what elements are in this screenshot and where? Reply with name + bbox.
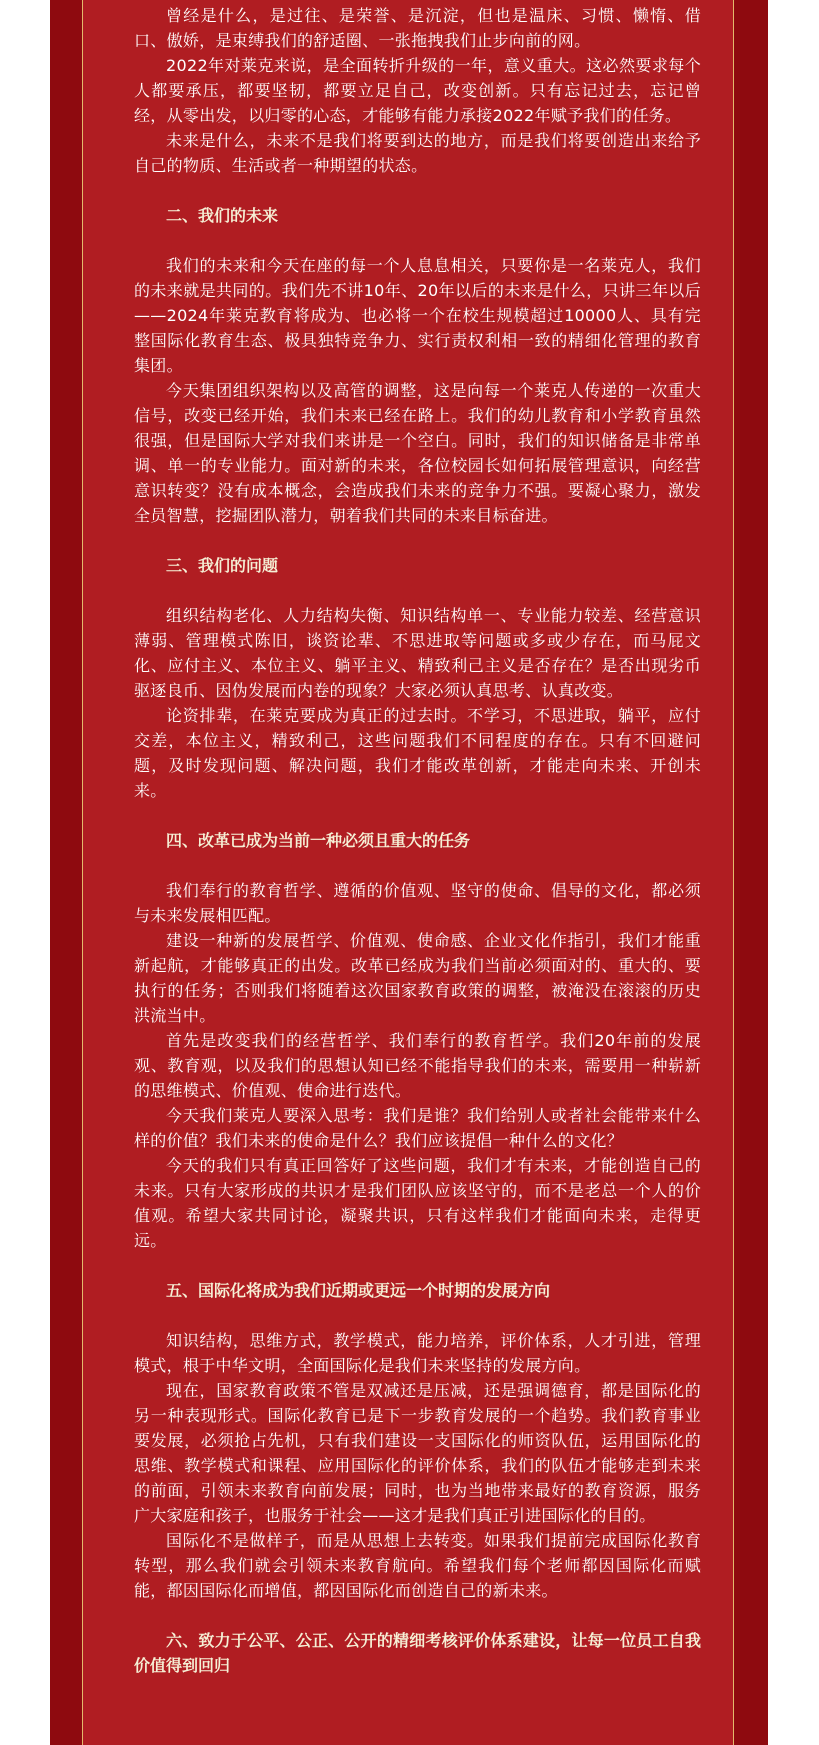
paragraph: 未来是什么，未来不是我们将要到达的地方，而是我们将要创造出来给予自己的物质、生活或者一种期望的状态。 [134,131,701,175]
spacer [134,803,701,828]
paragraph: 国际化不是做样子，而是从思想上去转变。如果我们提前完成国际化教育转型，那么我们就会引领未来教育航向。希望我们每个老师都因国际化而赋能，都因国际化而增值，都因国际化而创造自己的新未来。 [134,1531,701,1600]
paragraph: 我们奉行的教育哲学、遵循的价值观、坚守的使命、倡导的文化，都必须与未来发展相匹配。 [134,881,701,925]
outer-red-frame [50,0,768,1745]
section-heading-reform: 四、改革已成为当前一种必须且重大的任务 [166,831,471,850]
spacer [134,578,701,603]
paragraph: 论资排辈，在莱克要成为真正的过去时。不学习，不思进取，躺平，应付交差，本位主义，精致利己，这些问题我们不同程度的存在。只有不回避问题，及时发现问题、解决问题，我们才能改革创新，才能走向未来、开创未来。 [134,706,701,800]
section-heading-internationalization: 五、国际化将成为我们近期或更远一个时期的发展方向 [166,1281,551,1300]
section-heading-future: 二、我们的未来 [166,206,279,225]
paragraph: 今天集团组织架构以及高管的调整，这是向每一个莱克人传递的一次重大信号，改变已经开始，我们未来已经在路上。我们的幼儿教育和小学教育虽然很强，但是国际大学对我们来讲是一个空白。同时，我们的知识储备是非常单调、单一的专业能力。面对新的未来，各位校园长如何拓展管理意识，向经营意识转变？没有成本概念，会造成我们未来的竞争力不强。要凝心聚力，激发全员智慧，挖掘团队潜力，朝着我们共同的未来目标奋进。 [134,381,701,525]
paragraph: 今天的我们只有真正回答好了这些问题，我们才有未来，才能创造自己的未来。只有大家形成的共识才是我们团队应该坚守的，而不是老总一个人的价值观。希望大家共同讨论，凝聚共识，只有这样我们才能面向未来，走得更远。 [134,1156,701,1250]
spacer [134,853,701,878]
paragraph: 现在，国家教育政策不管是双减还是压减，还是强调德育，都是国际化的另一种表现形式。国际化教育已是下一步教育发展的一个趋势。我们教育事业要发展，必须抢占先机，只有我们建设一支国际化的师资队伍，运用国际化的思维、教学模式和课程、应用国际化的评价体系，我们的队伍才能够走到未来的前面，引领未来教育向前发展；同时，也为当地带来最好的教育资源，服务广大家庭和孩子，也服务于社会——这才是我们真正引进国际化的目的。 [134,1381,701,1525]
paragraph: 2022年对莱克来说，是全面转折升级的一年，意义重大。这必然要求每个人都要承压，都要坚韧，都要立足自己，改变创新。只有忘记过去，忘记曾经，从零出发，以归零的心态，才能够有能力承接2022年赋予我们的任务。 [134,56,701,125]
paragraph: 首先是改变我们的经营哲学、我们奉行的教育哲学。我们20年前的发展观、教育观，以及我们的思想认知已经不能指导我们的未来，需要用一种崭新的思维模式、价值观、使命进行迭代。 [134,1031,701,1100]
article-panel [82,0,734,1745]
spacer [134,1253,701,1278]
article-content [134,3,701,1678]
spacer [134,528,701,553]
paragraph: 曾经是什么，是过往、是荣誉、是沉淀，但也是温床、习惯、懒惰、借口、傲娇，是束缚我们的舒适圈、一张拖拽我们止步向前的网。 [134,6,701,50]
section-heading-problems: 三、我们的问题 [166,556,279,575]
paragraph: 知识结构，思维方式，教学模式，能力培养，评价体系，人才引进，管理模式，根于中华文明，全面国际化是我们未来坚持的发展方向。 [134,1331,701,1375]
paragraph: 组织结构老化、人力结构失衡、知识结构单一、专业能力较差、经营意识薄弱、管理模式陈旧，谈资论辈、不思进取等问题或多或少存在，而马屁文化、应付主义、本位主义、躺平主义、精致利己主义是否存在？是否出现劣币驱逐良币、因伪发展而内卷的现象？大家必须认真思考、认真改变。 [134,606,701,700]
spacer [134,1303,701,1328]
section-heading-evaluation: 六、致力于公平、公正、公开的精细考核评价体系建设，让每一位员工自我价值得到回归 [134,1631,701,1675]
paragraph: 建设一种新的发展哲学、价值观、使命感、企业文化作指引，我们才能重新起航，才能够真正的出发。改革已经成为我们当前必须面对的、重大的、要执行的任务；否则我们将随着这次国家教育政策的调整，被淹没在滚滚的历史洪流当中。 [134,931,701,1025]
spacer [134,178,701,203]
paragraph: 今天我们莱克人要深入思考：我们是谁？我们给别人或者社会能带来什么样的价值？我们未来的使命是什么？我们应该提倡一种什么的文化？ [134,1106,701,1150]
paragraph: 我们的未来和今天在座的每一个人息息相关，只要你是一名莱克人，我们的未来就是共同的。我们先不讲10年、20年以后的未来是什么，只讲三年以后——2024年莱克教育将成为、也必将一个在校生规模超过10000人、具有完整国际化教育生态、极具独特竞争力、实行责权利相一致的精细化管理的教育集团。 [134,256,701,375]
spacer [134,1603,701,1628]
spacer [134,228,701,253]
